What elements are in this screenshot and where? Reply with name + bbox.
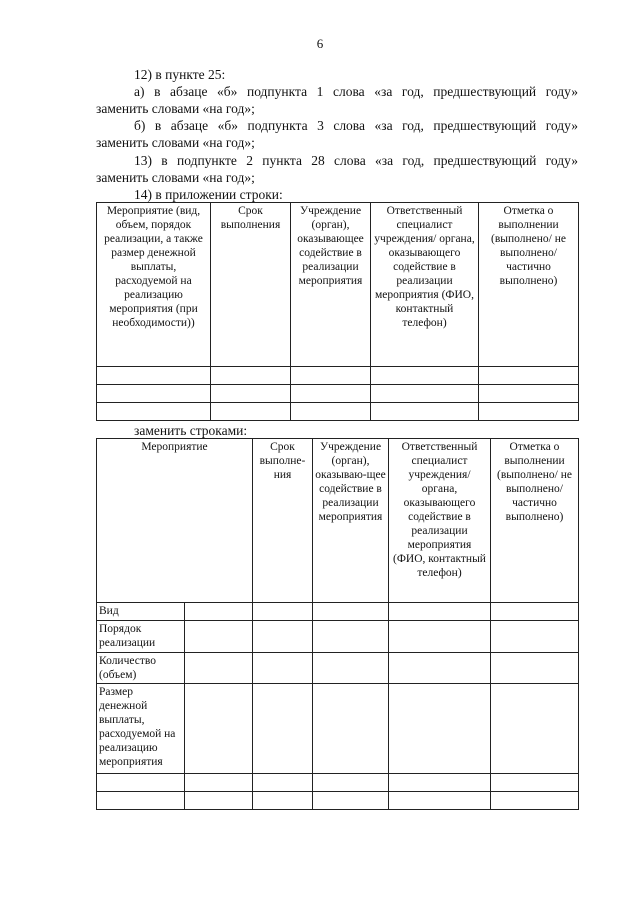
table-row [97,385,579,403]
table-row [97,603,579,621]
paragraph-14: 14) в приложении строки: [134,187,283,202]
table-header-row [97,203,579,367]
table-row [97,653,579,684]
paragraph-b-line2: заменить словами «на год»; [96,135,255,150]
paragraph-replace: заменить строками: [134,423,248,438]
header-otmetka: Отметка о выполнении (выполнено/ не выполнено/ частично выполнено) [479,203,579,367]
paragraph-12: 12) в пункте 25: [134,67,226,82]
row-label-razmer: Размер денежной выплаты, расходуемой на реализацию мероприятия [97,684,185,774]
table-row [97,774,579,792]
row-label-poryadok: Порядок реализации [97,621,185,653]
header-srok: Срок выполне-ния [253,439,313,603]
table-row [97,792,579,810]
paragraph-13-line1: 13) в подпункте 2 пункта 28 слова «за год, предшествующий году» [134,153,578,168]
paragraph-a-line2: заменить словами «на год»; [96,101,255,116]
header-uchrezhdenie: Учреждение (орган), оказывающее содействие в реализации мероприятия [291,203,371,367]
row-label-kolichestvo: Количество (объем) [97,653,185,684]
table-new-rows [96,438,579,810]
table-old-rows [96,202,579,421]
paragraph-b-line1: б) в абзаце «б» подпункта 3 слова «за год, предшествующий году» [134,118,578,133]
header-otmetka: Отметка о выполнении (выполнено/ не выполнено/ частично выполнено) [491,439,579,603]
page-number: 6 [316,36,324,51]
table-row [97,621,579,653]
header-srok: Срок выполнения [211,203,291,367]
header-specialist: Ответственный специалист учреждения/ органа, оказывающего содействие в реализации мероприятия (ФИО, контактный телефон) [371,203,479,367]
header-meropriyatie: Мероприятие [97,439,253,603]
table-row [97,367,579,385]
table-header-row [97,439,579,603]
table-row [97,684,579,774]
paragraph-13-line2: заменить словами «на год»; [96,170,255,185]
table-row [97,403,579,421]
header-meropriyatie: Мероприятие (вид, объем, порядок реализации, а также размер денежной выплаты, расходуемой на реализацию мероприятия (при необходимости)) [97,203,211,367]
header-specialist: Ответственный специалист учреждения/ органа, оказывающего содействие в реализации мероприятия (ФИО, контактный телефон) [389,439,491,603]
paragraph-a-line1: а) в абзаце «б» подпункта 1 слова «за год, предшествующий году» [134,84,578,99]
header-uchrezhdenie: Учреждение (орган), оказываю-щее содействие в реализации мероприятия [313,439,389,603]
row-label-vid: Вид [97,603,185,621]
